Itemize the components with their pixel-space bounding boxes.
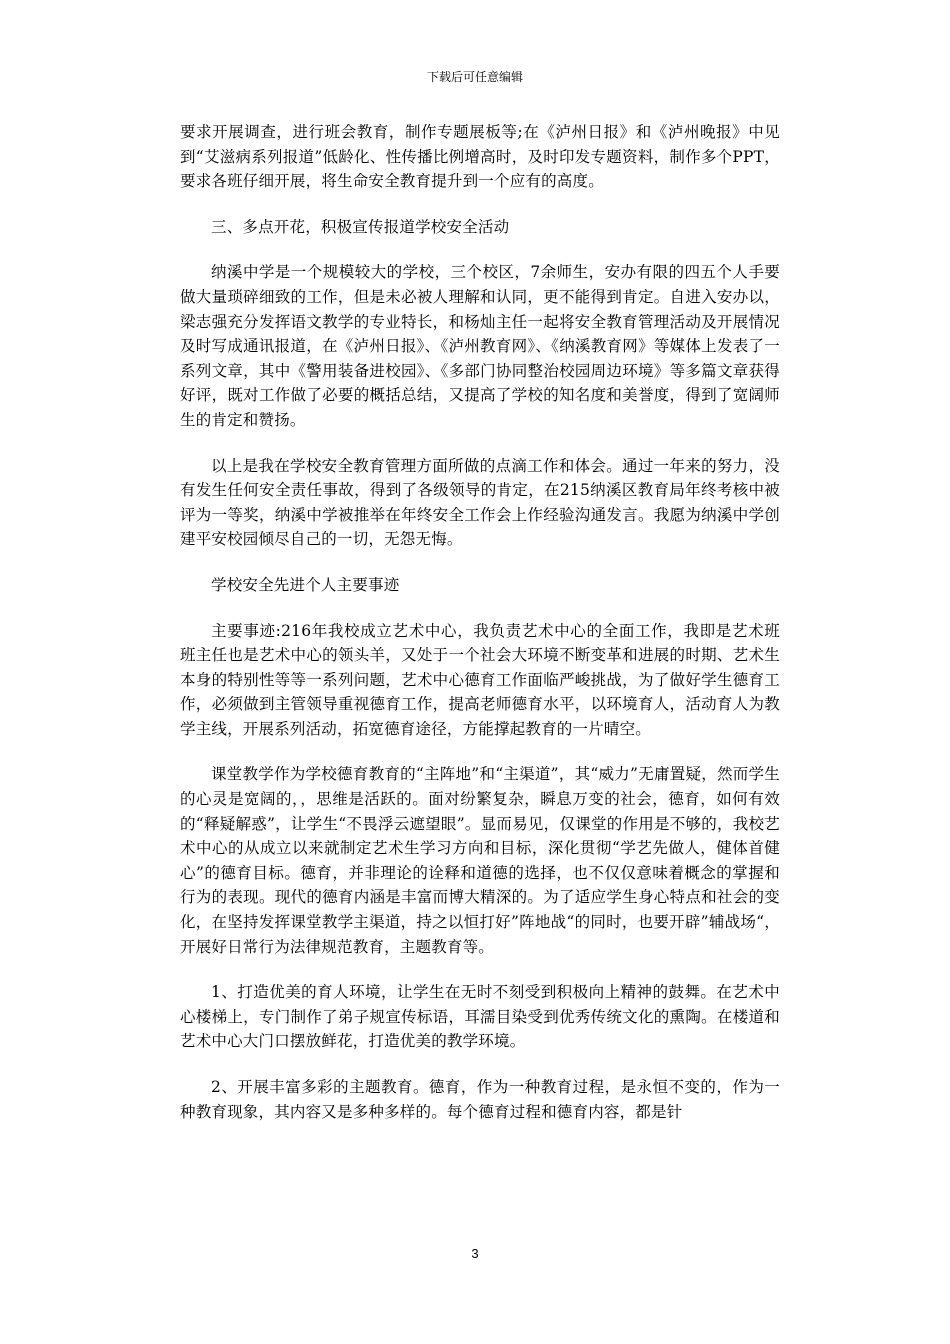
paragraph: 纳溪中学是一个规模较大的学校，三个校区，7余师生，安办有限的四五个人手要做大量琐碎细致的工作，但是未必被人理解和认同，更不能得到肯定。自进入安办以，梁志强充分发挥语文教学的专业特长，和杨灿主任一起将安全教育管理活动及开展情况及时写成通讯报道，在《泸州日报》、《泸州教育网》、《纳溪教育网》等媒体上发表了一系列文章，其中《警用装备进校园》、《多部门协同整治校园周边环境》等多篇文章获得好评，既对工作做了必要的概括总结，又提高了学校的知名度和美誉度，得到了宽阔师生的肯定和赞扬。: [180, 263, 780, 429]
paragraph: 1、打造优美的育人环境，让学生在无时不刻受到积极向上精神的鼓舞。在艺术中心楼梯上，专门制作了弟子规宣传标语，耳濡目染受到优秀传统文化的熏陶。在楼道和艺术中心大门口摆放鲜花，打造优美的教学环境。: [180, 983, 780, 1051]
page-number: 3: [471, 1246, 479, 1261]
page-header: 下载后可任意编辑: [426, 70, 523, 84]
paragraph: 2、开展丰富多彩的主题教育。德育，作为一种教育过程，是永恒不变的，作为一种教育现象，其内容又是多种多样的。每个德育过程和德育内容，都是针: [180, 1078, 780, 1121]
paragraph: 课堂教学作为学校德育教育的“主阵地”和“主渠道”，其“威力”无庸置疑，然而学生的心灵是宽阔的，，思维是活跃的。面对纷繁复杂，瞬息万变的社会，德育，如何有效的“释疑解惑”，让学生“不畏浮云遮望眼”。显而易见，仅课堂的作用是不够的，我校艺术中心的从成立以来就制定艺术生学习方向和目标，深化贯彻“学艺先做人，健体首健心”的德育目标。德育，并非理论的诠释和道德的选择，也不仅仅意味着概念的掌握和行为的表现。现代的德育内涵是丰富而博大精深的。为了适应学生身心特点和社会的变化，在坚持发挥课堂教学主渠道，持之以恒打好”阵地战“的同时，也要开辟”辅战场“，开展好日常行为法律规范教育，主题教育等。: [180, 765, 780, 956]
paragraph: 以上是我在学校安全教育管理方面所做的点滴工作和体会。通过一年来的努力，没有发生任何安全责任事故，得到了各级领导的肯定，在215纳溪区教育局年终考核中被评为一等奖，纳溪中学被推举在年终安全工作会上作经验沟通发言。我愿为纳溪中学创建平安校园倾尽自己的一切，无怨无悔。: [180, 456, 780, 549]
section-heading-3: 三、多点开花，积极宣传报道学校安全活动: [211, 217, 510, 236]
paragraph-continued: 要求开展调查，进行班会教育，制作专题展板等;在《泸州日报》和《泸州晚报》中见到“艾滋病系列报道”低龄化、性传播比例增高时，及时印发专题资料，制作多个PPT，要求各班仔细开展，将生命安全教育提升到一个应有的高度。: [180, 123, 780, 191]
document-body: [180, 120, 780, 1145]
section-heading-title: 学校安全先进个人主要事迹: [211, 575, 400, 594]
paragraph: 主要事迹:216年我校成立艺术中心，我负责艺术中心的全面工作，我即是艺术班班主任也是艺术中心的领头羊，又处于一个社会大环境不断变革和进展的时期、艺术生本身的特别性等等一系列问题，艺术中心德育工作面临严峻挑战，为了做好学生德育工作，必须做到主管领导重视德育工作，提高老师德育水平，以环境育人，活动育人为教学主线，开展系列活动，拓宽德育途径，方能撑起教育的一片晴空。: [180, 621, 780, 738]
